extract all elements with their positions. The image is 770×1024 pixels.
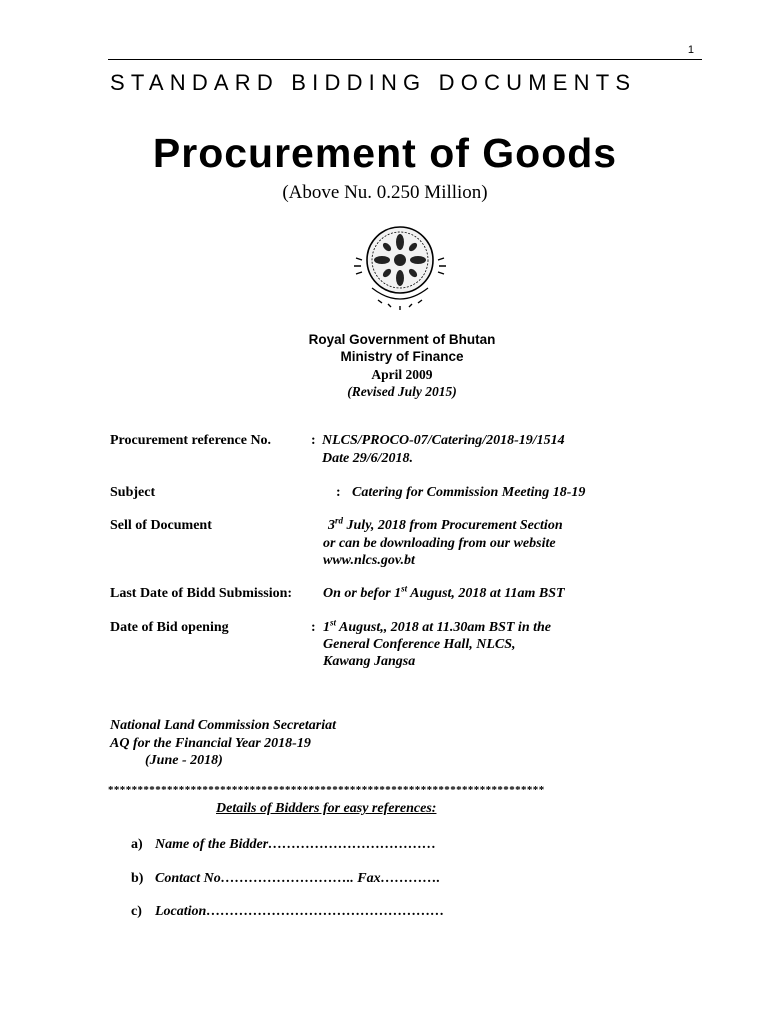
reference-label: Procurement reference No. [110, 433, 272, 448]
sell-line-1 [328, 517, 563, 535]
reference-date: Date 29/6/2018. [322, 451, 413, 466]
organization-name: National Land Commission Secretariat [110, 718, 336, 733]
bidder-item-text: Contact No……………………….. Fax…………. [155, 871, 441, 886]
reference-colon: : [311, 433, 316, 448]
sell-day: 3 [328, 518, 335, 533]
opening-label: Date of Bid opening [110, 620, 229, 635]
last-date-suffix: st [401, 583, 408, 594]
document-title: Procurement of Goods [152, 130, 618, 176]
subject-label: Subject [110, 485, 156, 500]
bidder-item-text: Location…………………………………………… [155, 904, 445, 919]
document-subtitle: (Above Nu. 0.250 Million) [282, 182, 488, 203]
bidder-item-text: Name of the Bidder……………………………… [155, 837, 437, 852]
sell-label: Sell of Document [110, 518, 212, 533]
opening-place: Kawang Jangsa [323, 654, 416, 669]
bidder-item-location [131, 904, 444, 920]
opening-venue: General Conference Hall, NLCS, [323, 637, 516, 652]
organization-aq: AQ for the Financial Year 2018-19 [110, 736, 311, 751]
last-date-value [323, 585, 565, 603]
issue-date: April 2009 [371, 367, 433, 382]
bidder-item-letter: b) [131, 871, 144, 886]
ministry-name: Ministry of Finance [340, 349, 464, 364]
bidder-item-contact [131, 871, 440, 887]
revised-date: (Revised July 2015) [347, 384, 457, 399]
last-date-rest: August, 2018 at 11am BST [407, 586, 565, 601]
opening-day: 1 [323, 620, 330, 635]
sell-line-2: or can be downloading from our website [323, 536, 556, 551]
opening-day-suffix: st [330, 617, 337, 628]
page-number: 1 [687, 44, 694, 56]
sell-day-suffix: rd [335, 515, 344, 526]
organization-period: (June - 2018) [145, 753, 223, 768]
document-series: STANDARD BIDDING DOCUMENTS [110, 70, 637, 95]
sell-website: www.nlcs.gov.bt [323, 553, 415, 568]
bidder-item-name [131, 837, 436, 853]
separator-line: ************************************************************************** [108, 784, 545, 796]
last-date-prefix: On or befor 1 [323, 586, 402, 601]
header-rule [108, 59, 702, 60]
subject-colon: : [336, 485, 341, 500]
opening-line-1 [323, 619, 551, 637]
royal-emblem-of-bhutan-icon [342, 218, 458, 312]
reference-value: NLCS/PROCO-07/Catering/2018-19/1514 [322, 433, 565, 448]
sell-line-1-rest: July, 2018 from Procurement Section [343, 518, 563, 533]
opening-line-1-rest: August,, 2018 at 11.30am BST in the [336, 620, 551, 635]
government-name: Royal Government of Bhutan [308, 332, 496, 347]
bidder-item-letter: c) [131, 904, 142, 919]
last-date-label: Last Date of Bidd Submission: [110, 586, 293, 601]
opening-colon: : [311, 620, 316, 635]
bidder-item-letter: a) [131, 837, 143, 852]
bidder-details-title: Details of Bidders for easy references: [216, 801, 437, 816]
subject-value: Catering for Commission Meeting 18-19 [352, 485, 586, 500]
